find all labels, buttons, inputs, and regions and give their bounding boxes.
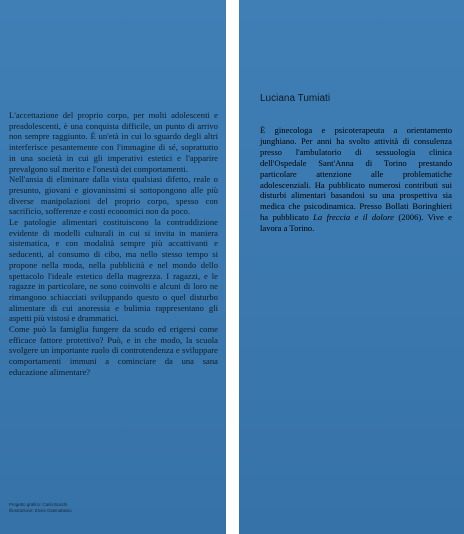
synopsis-text bbox=[9, 110, 218, 378]
bio-text-start: È ginecologa e psicoterapeuta a orientamento junghiano. Per anni ha svolto attività di consulenza presso l'ambulatorio di sessuologia clinica dell'Ospedale Sant'Anna di Torino prestando particolare attenzione alle problematiche adolescenziali. Ha pubblicato numerosi contributi sui disturbi alimentari basandosi su una prospettiva sia medica che psicodinamica. Presso Bollati Boringhieri ha pubblicato bbox=[260, 125, 452, 223]
back-cover-flap-right bbox=[239, 0, 464, 534]
back-cover-flap-left bbox=[0, 0, 226, 534]
bio-text-end: (2006). Vive e lavora a Torino. bbox=[260, 212, 452, 234]
synopsis-paragraph-2: Nell'ansia di eliminare dalla vista qualsiasi difetto, reale o presunto, giovani e giovanissimi si sottopongono alle più diverse manipolazioni del proprio corpo, spesso con sacrificio, sofferenze e costi economici non da poco. bbox=[9, 174, 218, 217]
author-bio bbox=[260, 125, 452, 234]
design-credit: Progetto grafico: Carlo Boschi bbox=[9, 502, 68, 507]
design-credits bbox=[9, 502, 218, 514]
book-title: La freccia e il dolore bbox=[313, 212, 394, 223]
author-name: Luciana Tumiati bbox=[260, 93, 331, 104]
synopsis-paragraph-3: Le patologie alimentari costituiscono la contraddizione evidente di modelli culturali in cui si invita in maniera sistematica, e con modalità sempre più accattivanti e seducenti, al consumo di cibo, ma nello stesso tempo si propone nella moda, nella pubblicità e nel mondo dello spettacolo l'ideale estetico della magrezza. I ragazzi, e le ragazze in particolare, ne sono coinvolti e alcuni di loro ne rimangono schiacciati sviluppando questo o quel disturbo alimentare di cui anoressia e bulimia rappresentano gli aspetti più vistosi e drammatici. bbox=[9, 217, 218, 324]
page-gap bbox=[226, 0, 239, 534]
author-bio-paragraph bbox=[260, 125, 452, 234]
synopsis-paragraph-1: L'accettazione del proprio corpo, per molti adolescenti e preadolescenti, è una conquista difficile, un punto di arrivo non sempre raggiunto. È un'età in cui lo sguardo degli altri interferisce pesantemente con l'immagine di sé, soprattutto in una società in cui gli imperativi estetici e l'apparire prevalgono sul merito e l'onestà dei comportamenti. bbox=[9, 110, 218, 174]
illustration-credit: Illustrazione: Elvira Giannattasio bbox=[9, 508, 72, 513]
synopsis-paragraph-4: Come può la famiglia fungere da scudo ed erigersi come efficace fattore protettivo? Può, e in che modo, la scuola svolgere un importante ruolo di controtendenza e sviluppare comportamenti immuni a cominciare da una sana educazione alimentare? bbox=[9, 324, 218, 377]
